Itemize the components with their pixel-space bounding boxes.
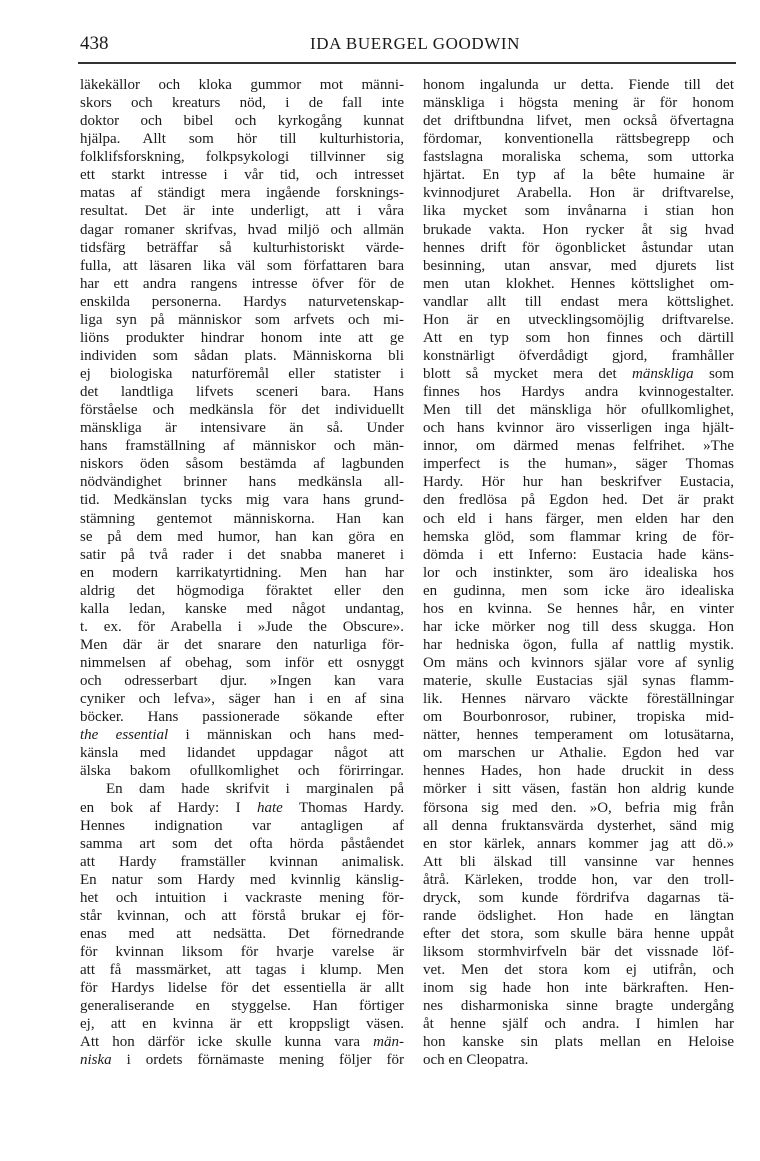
text-segment: rande ödslighet. Hon hade en längtan [423,907,734,924]
text-segment: ej biologiska naturföremål eller statister i [80,366,404,382]
text-line [423,347,734,365]
text-line [80,780,404,798]
text-segment: står kvinnan, och att förstå brukar ej för- [80,907,404,924]
text-line [423,780,734,798]
text-line [80,130,404,148]
text-line [80,401,404,419]
text-line [80,943,404,961]
running-head: IDA BUERGEL GOODWIN [309,34,521,53]
text-line [423,329,734,347]
text-line [80,907,404,925]
text-segment: i människan och hans med- [168,727,404,744]
text-segment: finnes hos Hardys andra kvinnogestalter. [423,384,734,401]
text-line [80,329,404,347]
text-line [80,654,404,672]
text-line [423,221,734,239]
text-line [80,744,404,762]
text-line [80,726,404,744]
text-line [423,654,734,672]
text-segment: Men till det mänskliga hör ofullkomlighet, [423,402,734,419]
text-line [80,961,404,979]
text-line [423,799,734,817]
text-segment: om marschen ur Athalie. Egdon hed var [423,745,734,762]
italic-text-segment: the essential [80,727,169,744]
text-segment: efter det stora, som skulle bära henne uppåt [423,925,734,942]
text-line [80,166,404,184]
text-line [80,221,404,239]
text-line [423,239,734,257]
text-segment: En dam hade skrifvit i marginalen på [106,781,404,798]
text-line [423,708,734,726]
text-segment: mänskliga i högsta mening är för honom [423,95,734,112]
text-segment: hemska glöd, som flammar kring de för- [423,528,734,545]
text-segment: brukade vakta. Hon rycker åt sig hvad [423,221,734,238]
text-segment: konstnärligt öfverdådigt gjord, framhåller [423,347,734,364]
text-line [80,239,404,257]
text-line [423,726,734,744]
text-segment: dagar romaner skrifvas, hvad miljö och allmän [80,221,404,238]
right-column [423,76,734,1069]
text-line [80,925,404,943]
text-line [80,491,404,509]
text-segment: älska bakom ofullkomlighet och förirringar. [80,763,404,780]
text-segment: samma art som det ofta hörda påståendet [80,835,404,852]
text-segment: har ett andra rangens intresse öfver för de [80,275,404,292]
text-line [80,690,404,708]
text-line [80,799,404,817]
text-segment: doktor och bibel och kyrkogång kunnat [80,113,404,130]
text-segment: Men där är det snarare den naturliga för- [80,636,404,653]
text-line [80,528,404,546]
text-segment: och eld i hans färger, men elden har den [423,510,734,527]
text-segment: enskilda personerna. Hardys naturvetenskap- [80,293,404,310]
text-line [80,76,404,94]
text-line [80,708,404,726]
text-segment: mörker i sitt väsen, fastän hon aldrig kunde [423,781,734,798]
text-line [423,275,734,293]
text-segment: om Bourbonrosor, rubiner, tropiska mid- [423,709,734,726]
text-line [80,600,404,618]
text-segment: En natur som Hardy med kvinnlig känslig- [80,871,404,888]
text-line [423,130,734,148]
text-segment: kalla ledan, kanske med något undantag, [80,600,404,617]
text-line [423,889,734,907]
text-line [423,76,734,94]
header-rule [78,62,736,64]
text-segment: liöns produkter hindrar honom inte att ge [80,329,404,346]
text-segment: för kvinnan liksom för hvarje varelse är [80,944,404,960]
text-line [80,817,404,835]
text-segment: nimmelsen af obehag, som inför ett osnyggt [80,655,404,671]
text-line [423,166,734,184]
text-line [423,1015,734,1033]
text-line [80,455,404,473]
text-segment: nes disharmoniska sinne bragte undergång [423,998,734,1015]
text-segment: att få massmärket, att tagas i klump. Men [80,962,404,979]
text-segment: inom sig hade hon inte bärkraften. Hen- [423,980,734,997]
text-segment: fördomar, konventionella rättsbegrepp och [423,131,734,148]
text-line [423,961,734,979]
text-segment: t. ex. för Arabella i »Jude the Obscure». [80,618,404,635]
text-line [423,437,734,455]
text-segment: ett starkt intresse i vår tid, och intresset [80,167,404,184]
text-segment: niskors öden såsom bestämda af lagbunden [80,456,404,473]
text-segment: Att en typ som hon finnes och därtill [423,329,734,346]
text-line [423,853,734,871]
text-line [80,1051,404,1069]
text-line [80,202,404,220]
text-segment: och hans kvinnor äro visserligen inga hjält- [423,420,734,437]
text-segment: generaliserande en styggelse. Han förtiger [80,998,404,1015]
text-line [80,293,404,311]
text-segment: och en Cleopatra. [423,1052,529,1069]
text-segment: hos en kvinna. Se hennes hår, en vinter [423,600,734,617]
text-segment: och odresserbart djur. »Ingen kan vara [80,673,404,690]
text-line [80,762,404,780]
text-segment: cyniker och lefva», säger han i en af sina [80,691,404,708]
text-segment: det landtliga lifvets sceneri bara. Hans [80,384,404,401]
text-segment: hjärtat. En typ af la bête humaine är [423,167,734,184]
text-segment: nätter, hennes temperament om lotusätarna, [423,727,734,744]
text-segment: åt henne själf och andra. I himlen har [423,1016,734,1033]
text-segment: Hardy. Hör hur han beskrifver Eustacia, [423,474,734,491]
text-line [80,871,404,889]
text-line [423,293,734,311]
text-line [423,383,734,401]
text-line [423,582,734,600]
text-segment: det driftbundna lifvet, men också öfvertagna [423,113,734,130]
text-line [80,636,404,654]
text-line [80,311,404,329]
text-segment: nödvändighet brinner hans medkänsla all- [80,474,404,491]
text-segment: förståelse och medkänsla för det individuellt [80,402,404,419]
text-segment: kvinnodjuret Arabella. Hon är driftvarelse, [423,185,734,202]
text-segment: vandlar allt till endast mera köttslighet. [423,293,734,310]
text-segment: i ordets förnämaste mening följer för [111,1052,404,1069]
text-segment: stämning gentemot människorna. Han kan [80,510,404,527]
text-line [80,112,404,130]
text-segment: hennes drift för ögonblicket åstundar utan [423,239,734,256]
text-line [80,672,404,690]
text-segment: aldrig det högmodiga föraktet eller den [80,582,404,599]
text-segment: liga syn på människor som arfvets och mi- [80,311,404,328]
text-segment: en bok af Hardy: I [80,799,258,816]
text-segment: böcker. Hans passionerade sökande efter [80,709,404,726]
text-line [423,491,734,509]
text-line [423,546,734,564]
text-line [423,618,734,636]
text-segment: individen som sådan plats. Människorna bli [80,347,404,364]
text-line [423,365,734,383]
text-segment: som [693,366,734,382]
text-line [80,148,404,166]
text-line [80,564,404,582]
text-line [423,112,734,130]
text-line [423,762,734,780]
text-segment: att Hardy framställer kvinnan animalisk. [80,853,404,870]
text-segment: lor och instinkter, som äro idealiska hos [423,564,734,581]
text-segment: innor, om därmed menas felfrihet. »The [423,438,734,455]
text-segment: materie, skulle Eustacias själ synas flamm- [423,673,734,690]
text-segment: en modern karrikatyrtidning. Men han har [80,564,404,581]
text-line [423,835,734,853]
text-segment: en gudinna, men som icke äro idealiska [423,582,734,599]
text-line [423,925,734,943]
page-number: 438 [80,33,109,54]
italic-text-segment: niska [80,1052,112,1069]
text-segment: har hedniska ögon, fulla af nattlig mystik. [423,636,734,653]
text-line [423,636,734,654]
text-line [423,564,734,582]
text-segment: hon kanske sin plats mellan en Heloise [423,1034,734,1051]
text-line [80,1015,404,1033]
text-line [423,257,734,275]
text-line [80,853,404,871]
text-line [423,455,734,473]
text-line [423,690,734,708]
text-line [423,1051,734,1069]
text-segment: besinning, utan ansvar, med djurets list [423,257,734,274]
text-segment: den fredlösa på Egdon hed. Det är prakt [423,492,734,509]
text-segment: fulla, att läsaren lika väl som författaren bara [80,257,404,274]
text-line [80,510,404,528]
text-segment: tidsfärg beträffar så kulturhistoriskt värde- [80,239,404,256]
italic-text-segment: hate [257,799,283,816]
text-segment: Om mäns och kvinnors själar vore af synlig [423,655,734,671]
text-line [80,835,404,853]
text-segment: skors och kreaturs nöd, i de fall inte [80,95,404,112]
text-segment: Att hon därför icke skulle kunna vara [80,1034,374,1051]
text-line [423,871,734,889]
text-segment: hjälpa. Allt som hör till kulturhistoria, [80,131,404,148]
text-segment: resultat. Det är inte underligt, att i våra [80,203,404,220]
text-segment: se på dem med humor, han kan göra en [80,528,404,545]
text-line [423,979,734,997]
text-segment: all denna fruktansvärda dysterhet, sänd mig [423,817,734,834]
text-segment: vet. Men det stora kom ej utifrån, och [423,962,734,979]
text-segment: men utan klokhet. Hennes köttslighet om- [423,275,734,292]
text-segment: enas med att nedsätta. Det förnedrande [80,925,404,942]
text-segment: mänskliga är intensivare än så. Under [80,420,404,437]
text-line [80,184,404,202]
text-segment: imperfect is the human», säger Thomas [423,456,734,473]
text-line [80,365,404,383]
text-line [423,510,734,528]
text-line [423,817,734,835]
text-segment: folklifsforskning, folkpsykologi tillvinner sig [80,149,404,166]
text-segment: het och intuition i vackraste mening för- [80,889,404,906]
text-segment: blott så mycket mera det [423,366,633,382]
text-segment: dryck, som kunde fördrifva dagarnas tä- [423,889,734,906]
text-segment: en stor kärlek, annars kommer jag att dö.» [423,835,734,852]
text-line [80,997,404,1015]
text-segment: har icke mörker nog till dess skugga. Hon [423,618,734,635]
text-line [80,347,404,365]
italic-text-segment: mänskliga [632,366,694,382]
text-segment: fastslagna moraliska schema, som uttorka [423,149,734,166]
text-segment: ej, att en kvinna är ett kroppsligt väsen. [80,1016,404,1033]
text-line [80,1033,404,1051]
text-line [80,979,404,997]
text-segment: matas af ständigt mera ingående forsknings- [80,185,404,202]
text-line [423,744,734,762]
text-segment: åtrå. Kärleken, trodde hon, var den troll- [423,871,734,888]
text-segment: Hennes indignation var antagligen af [80,817,404,834]
text-line [80,94,404,112]
text-line [423,528,734,546]
text-line [80,257,404,275]
text-line [423,473,734,491]
text-line [80,889,404,907]
text-segment: hans framställning af människor och män- [80,438,404,455]
text-segment: Att bli älskad till vansinne var hennes [423,853,734,870]
text-segment: läkekällor och kloka gummor mot männi- [80,77,404,93]
text-line [80,618,404,636]
text-line [423,1033,734,1051]
text-line [80,582,404,600]
text-segment: för Hardys lidelse för det essentiella är allt [80,980,404,997]
text-line [80,419,404,437]
text-line [423,401,734,419]
text-line [80,437,404,455]
text-segment: satir på två rader i det snabba maneret i [80,546,404,563]
text-line [423,419,734,437]
text-line [423,997,734,1015]
text-segment: Hon är en utvecklingsomöjlig driftvarelse. [423,311,734,328]
text-segment: honom ingalunda ur detta. Fiende till det [423,77,734,93]
text-line [423,184,734,202]
left-column [80,76,404,1069]
text-line [423,94,734,112]
text-line [423,202,734,220]
text-segment: lika mycket som invånarna i stian hon [423,203,734,220]
text-segment: Thomas Hardy. [282,799,404,816]
text-line [80,546,404,564]
text-line [423,600,734,618]
text-line [423,907,734,925]
text-segment: känsla med lidandet uppdagar något att [80,745,404,762]
text-segment: dömda i ett Inferno: Eustacia hade käns- [423,546,734,563]
text-line [423,311,734,329]
text-line [423,943,734,961]
text-segment: försona sig med den. »O, befria mig från [423,799,734,816]
italic-text-segment: män- [373,1034,404,1051]
text-line [423,672,734,690]
text-segment: tid. Medkänslan tycks mig vara hans grund- [80,492,404,509]
text-line [423,148,734,166]
text-line [80,473,404,491]
text-segment: hennes Hades, hon hade druckit in dess [423,763,734,780]
text-segment: liksom stormhvirfveln bär det vissnade löf- [423,944,734,960]
text-line [80,383,404,401]
text-segment: lik. Hennes närvaro väckte föreställningar [423,691,734,708]
text-line [80,275,404,293]
